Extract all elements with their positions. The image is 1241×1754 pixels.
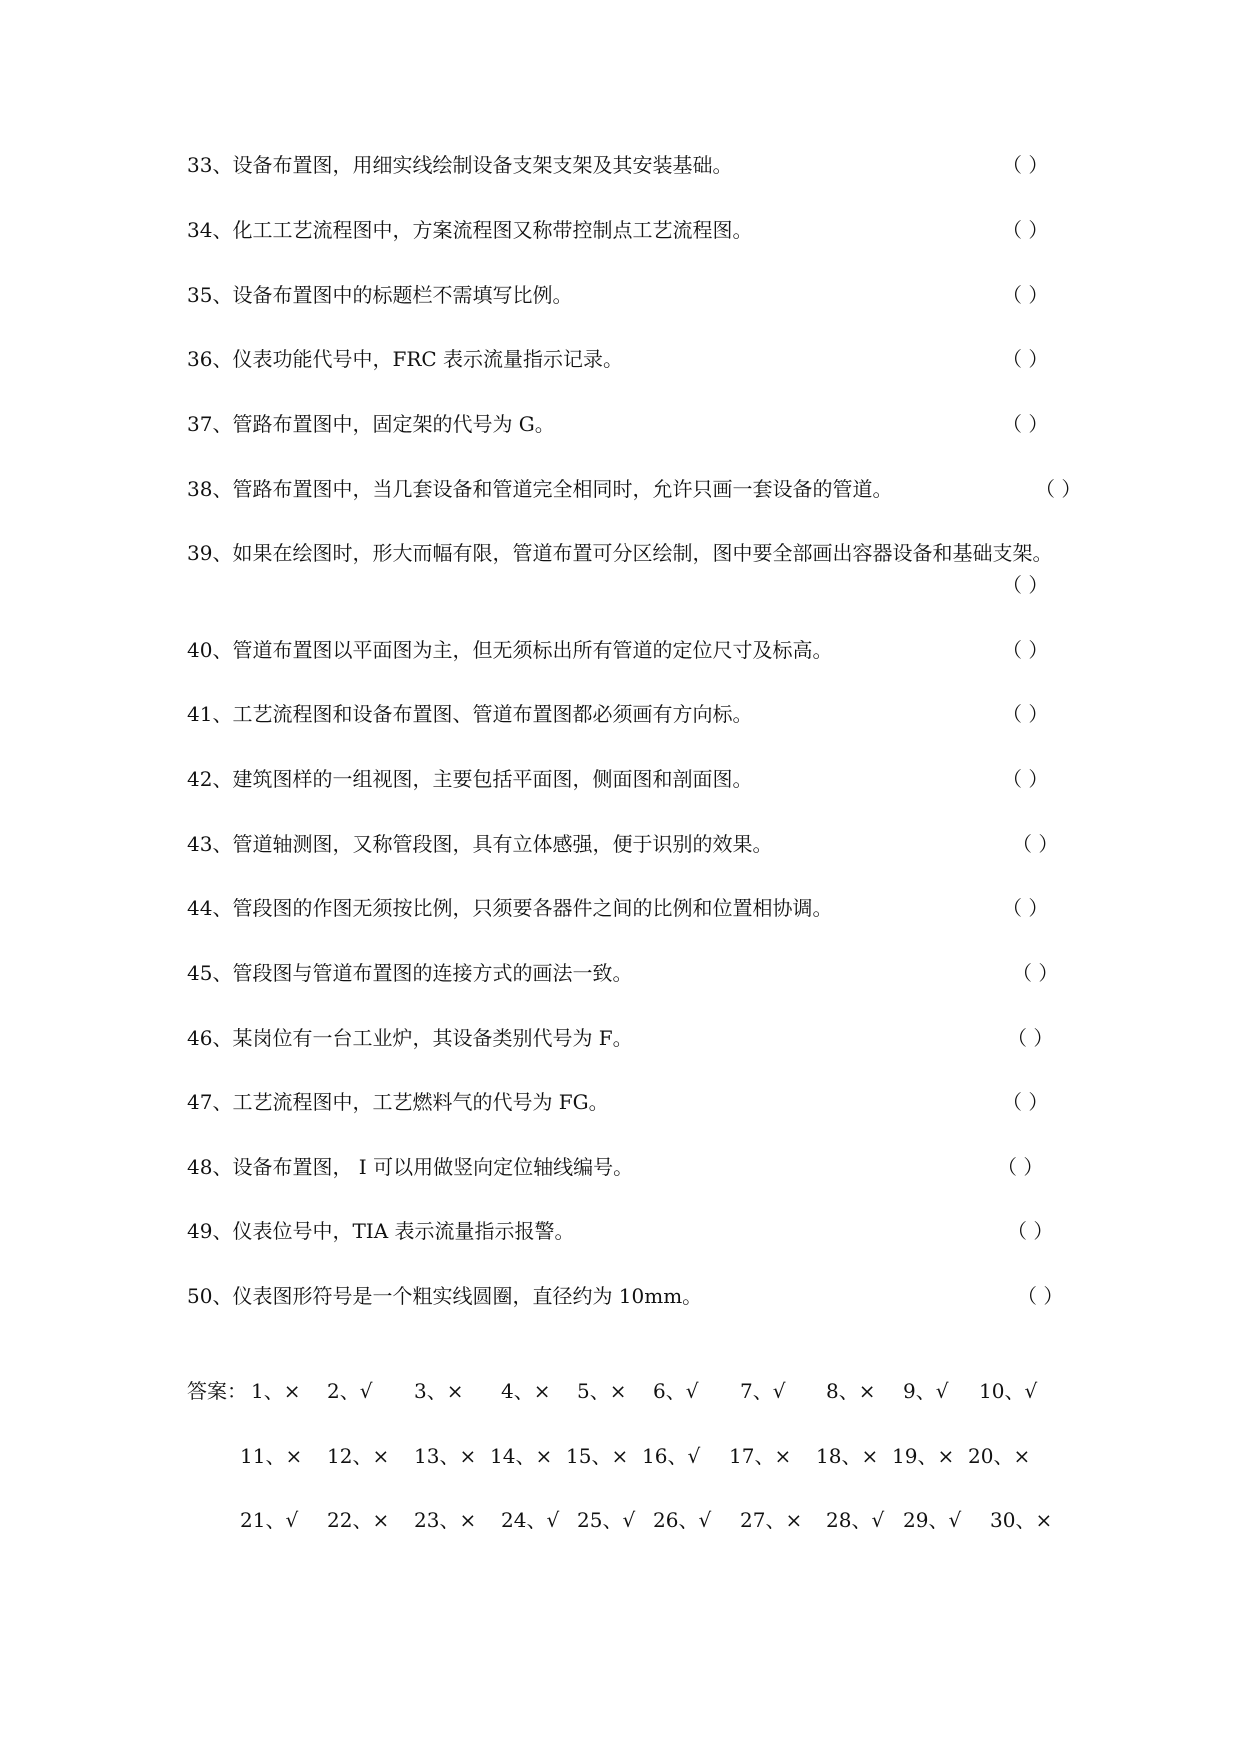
answer-blank-40: （ ）: [1002, 638, 1049, 662]
answer-blank-43: （ ）: [1012, 832, 1059, 856]
answer-blank-42: （ ）: [1002, 767, 1049, 791]
question-40: 40、管道布置图以平面图为主，但无须标出所有管道的定位尺寸及标高。: [187, 638, 833, 662]
answer-blank-38: （ ）: [1035, 477, 1082, 501]
answer-item: 28、√: [826, 1508, 885, 1532]
question-33: 33、设备布置图，用细实线绘制设备支架支架及其安装基础。: [187, 153, 733, 177]
question-41: 41、工艺流程图和设备布置图、管道布置图都必须画有方向标。: [187, 702, 753, 726]
answer-item: 16、√: [642, 1444, 701, 1468]
answer-item: 11、×: [240, 1444, 303, 1468]
answer-blank-49: （ ）: [1007, 1219, 1054, 1243]
answer-item: 1、×: [251, 1379, 301, 1403]
answer-blank-44: （ ）: [1002, 896, 1049, 920]
answer-item: 27、×: [740, 1508, 803, 1532]
question-42: 42、建筑图样的一组视图，主要包括平面图，侧面图和剖面图。: [187, 767, 753, 791]
answer-item: 22、×: [327, 1508, 390, 1532]
answer-item: 26、√: [653, 1508, 712, 1532]
question-34: 34、化工工艺流程图中，方案流程图又称带控制点工艺流程图。: [187, 218, 753, 242]
answer-blank-50: （ ）: [1017, 1284, 1064, 1308]
answer-item: 7、√: [740, 1379, 786, 1403]
answer-blank-47: （ ）: [1002, 1090, 1049, 1114]
answer-item: 18、×: [816, 1444, 879, 1468]
answer-blank-37: （ ）: [1002, 412, 1049, 436]
answer-item: 30、×: [990, 1508, 1053, 1532]
answer-blank-39: （ ）: [1002, 573, 1049, 597]
question-37: 37、管路布置图中，固定架的代号为 G。: [187, 412, 555, 436]
question-38: 38、管路布置图中，当几套设备和管道完全相同时，允许只画一套设备的管道。: [187, 477, 893, 501]
question-50: 50、仪表图形符号是一个粗实线圆圈，直径约为 10mm。: [187, 1284, 703, 1308]
question-44: 44、管段图的作图无须按比例，只须要各器件之间的比例和位置相协调。: [187, 896, 833, 920]
answer-blank-36: （ ）: [1002, 347, 1049, 371]
answer-blank-41: （ ）: [1002, 702, 1049, 726]
answer-blank-48: （ ）: [997, 1155, 1044, 1179]
answer-blank-33: （ ）: [1002, 153, 1049, 177]
answer-item: 21、√: [240, 1508, 299, 1532]
answer-blank-46: （ ）: [1007, 1026, 1054, 1050]
answer-blank-35: （ ）: [1002, 283, 1049, 307]
answer-item: 15、×: [566, 1444, 629, 1468]
answer-item: 4、×: [501, 1379, 551, 1403]
answer-item: 13、×: [414, 1444, 477, 1468]
answer-blank-45: （ ）: [1012, 961, 1059, 985]
question-48: 48、设备布置图， I 可以用做竖向定位轴线编号。: [187, 1155, 634, 1179]
question-47: 47、工艺流程图中，工艺燃料气的代号为 FG。: [187, 1090, 609, 1114]
question-35: 35、设备布置图中的标题栏不需填写比例。: [187, 283, 573, 307]
answer-item: 14、×: [490, 1444, 553, 1468]
answer-item: 10、√: [979, 1379, 1038, 1403]
question-36: 36、仪表功能代号中，FRC 表示流量指示记录。: [187, 347, 624, 371]
answer-item: 9、√: [903, 1379, 949, 1403]
answer-item: 17、×: [729, 1444, 792, 1468]
answer-item: 25、√: [577, 1508, 636, 1532]
answer-item: 20、×: [968, 1444, 1031, 1468]
answer-item: 19、×: [892, 1444, 955, 1468]
answer-key-label: 答案：: [187, 1379, 247, 1403]
answer-item: 3、×: [414, 1379, 464, 1403]
question-43: 43、管道轴测图，又称管段图，具有立体感强，便于识别的效果。: [187, 832, 773, 856]
question-39: 39、如果在绘图时，形大而幅有限，管道布置可分区绘制，图中要全部画出容器设备和基础支架。: [187, 541, 1053, 565]
question-49: 49、仪表位号中，TIA 表示流量指示报警。: [187, 1219, 575, 1243]
answer-item: 29、√: [903, 1508, 962, 1532]
answer-item: 8、×: [826, 1379, 876, 1403]
answer-item: 23、×: [414, 1508, 477, 1532]
question-45: 45、管段图与管道布置图的连接方式的画法一致。: [187, 961, 633, 985]
answer-item: 2、√: [327, 1379, 373, 1403]
answer-item: 24、√: [501, 1508, 560, 1532]
answer-item: 12、×: [327, 1444, 390, 1468]
answer-blank-34: （ ）: [1002, 218, 1049, 242]
question-46: 46、某岗位有一台工业炉，其设备类别代号为 F。: [187, 1026, 633, 1050]
answer-item: 6、√: [653, 1379, 699, 1403]
answer-item: 5、×: [577, 1379, 627, 1403]
